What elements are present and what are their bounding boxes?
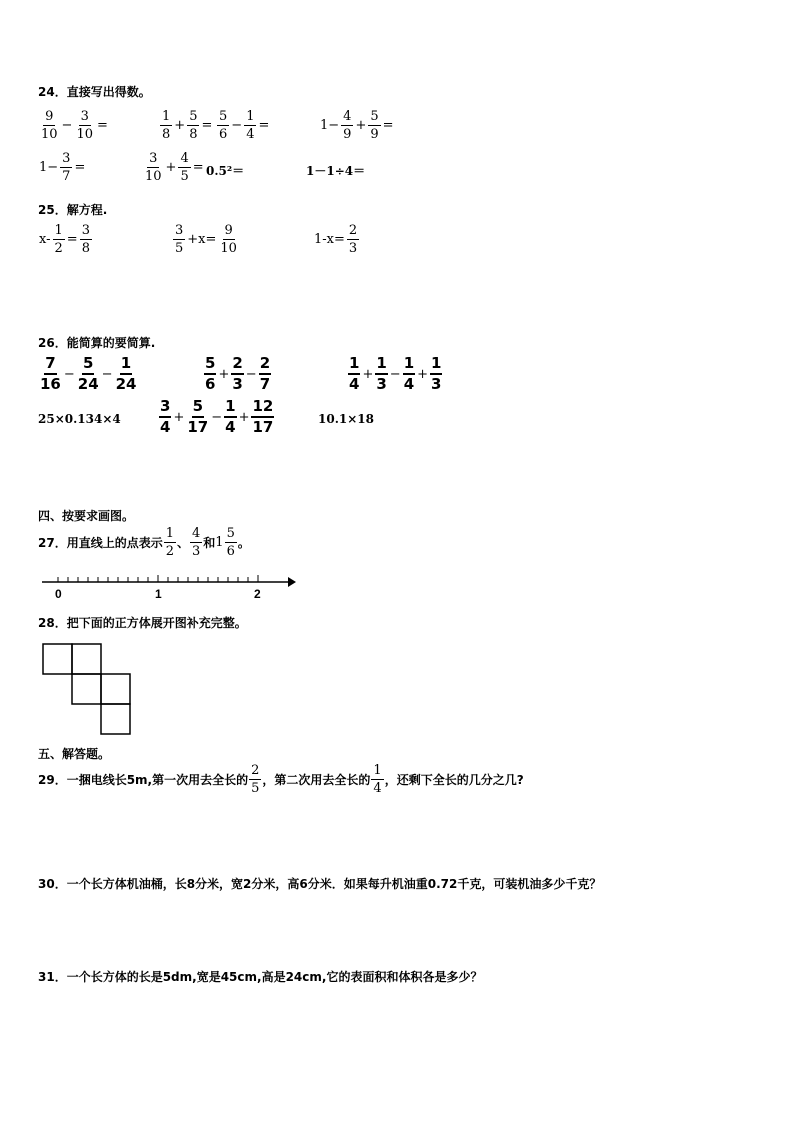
q25-eq-2: $\frac{3}{5}$ +x= $\frac{9}{10}$ bbox=[175, 223, 237, 256]
q26-expr-5: $\frac{3}{4}$ + $\frac{5}{17}$ − $\frac{1}{4}$ + $\frac{12}{17}$ bbox=[160, 397, 274, 436]
q31-question: 31．一个长方体的长是5dm,宽是45cm,高是24cm,它的表面积和体积各是多少？ bbox=[38, 970, 483, 984]
net-square bbox=[101, 704, 130, 734]
q26-expr-1: $\frac{7}{16}$ − $\frac{5}{24}$ − $\frac{1}{24}$ bbox=[40, 354, 137, 393]
net-square bbox=[72, 644, 101, 674]
net-square bbox=[43, 644, 72, 674]
q26-expr-6: 10.1×18 bbox=[318, 412, 374, 426]
q24-item-4: 1− $\frac{4}{9}$ + $\frac{5}{9}$ = bbox=[320, 109, 394, 142]
q25-title: 25．解方程. bbox=[38, 203, 108, 217]
net-square bbox=[101, 674, 130, 704]
arrow-right-icon bbox=[288, 577, 296, 587]
q26-expr-2: $\frac{5}{6}$ + $\frac{2}{3}$ − $\frac{2}{7}$ bbox=[205, 354, 271, 393]
number-line-ticks bbox=[58, 575, 258, 582]
q27-prompt: 27．用直线上的点表示 $\frac{1}{2}$ 、 $\frac{4}{3}$ 和1 $\frac{5}{6}$ 。 bbox=[38, 526, 250, 559]
q29-question: 29．一捆电线长5m,第一次用去全长的 $\frac{2}{5}$ ，第二次用去全长的 $\frac{1}{4}$ ，还剩下全长的几分之几? bbox=[38, 763, 524, 796]
tick-label-1: 1 bbox=[155, 587, 162, 601]
q26-expr-3: $\frac{1}{4}$ + $\frac{1}{3}$ − $\frac{1}{4}$ + $\frac{1}{3}$ bbox=[349, 354, 442, 393]
q25-eq-3: 1-x= $\frac{2}{3}$ bbox=[314, 223, 358, 256]
q26-expr-4: 25×0.134×4 bbox=[38, 412, 121, 426]
q24-title: 24．直接写出得数。 bbox=[38, 85, 151, 99]
q28-title: 28．把下面的正方体展开图补充完整。 bbox=[38, 616, 247, 630]
q30-question: 30．一个长方体机油桶，长8分米，宽2分米，高6分米．如果每升机油重0.72千克，可装机油多少千克？ bbox=[38, 877, 602, 891]
q24-item-7: 0.5²＝ bbox=[206, 164, 245, 178]
q24-item-3: $\frac{5}{6}$ − $\frac{1}{4}$ = bbox=[219, 109, 270, 142]
q24-item-8: 1－1÷4＝ bbox=[306, 164, 366, 178]
q24-item-2: $\frac{1}{8}$ + $\frac{5}{8}$ = bbox=[162, 109, 213, 142]
q24-item-1: $\frac{9}{10}$ − $\frac{3}{10}$ = bbox=[41, 109, 108, 142]
tick-label-0: 0 bbox=[55, 587, 62, 601]
q24-item-5: 1− $\frac{3}{7}$ = bbox=[39, 151, 86, 184]
number-line bbox=[38, 570, 298, 604]
q26-title: 26．能简算的要简算. bbox=[38, 336, 156, 350]
net-square bbox=[72, 674, 101, 704]
section-5-heading: 五、解答题。 bbox=[38, 747, 111, 761]
section-4-heading: 四、按要求画图。 bbox=[38, 509, 135, 523]
q25-eq-1: x- $\frac{1}{2}$ = $\frac{3}{8}$ bbox=[39, 223, 90, 256]
tick-label-2: 2 bbox=[254, 587, 261, 601]
q24-item-6: $\frac{3}{10}$ + $\frac{4}{5}$ = bbox=[145, 151, 204, 184]
cube-net-diagram bbox=[40, 642, 132, 736]
